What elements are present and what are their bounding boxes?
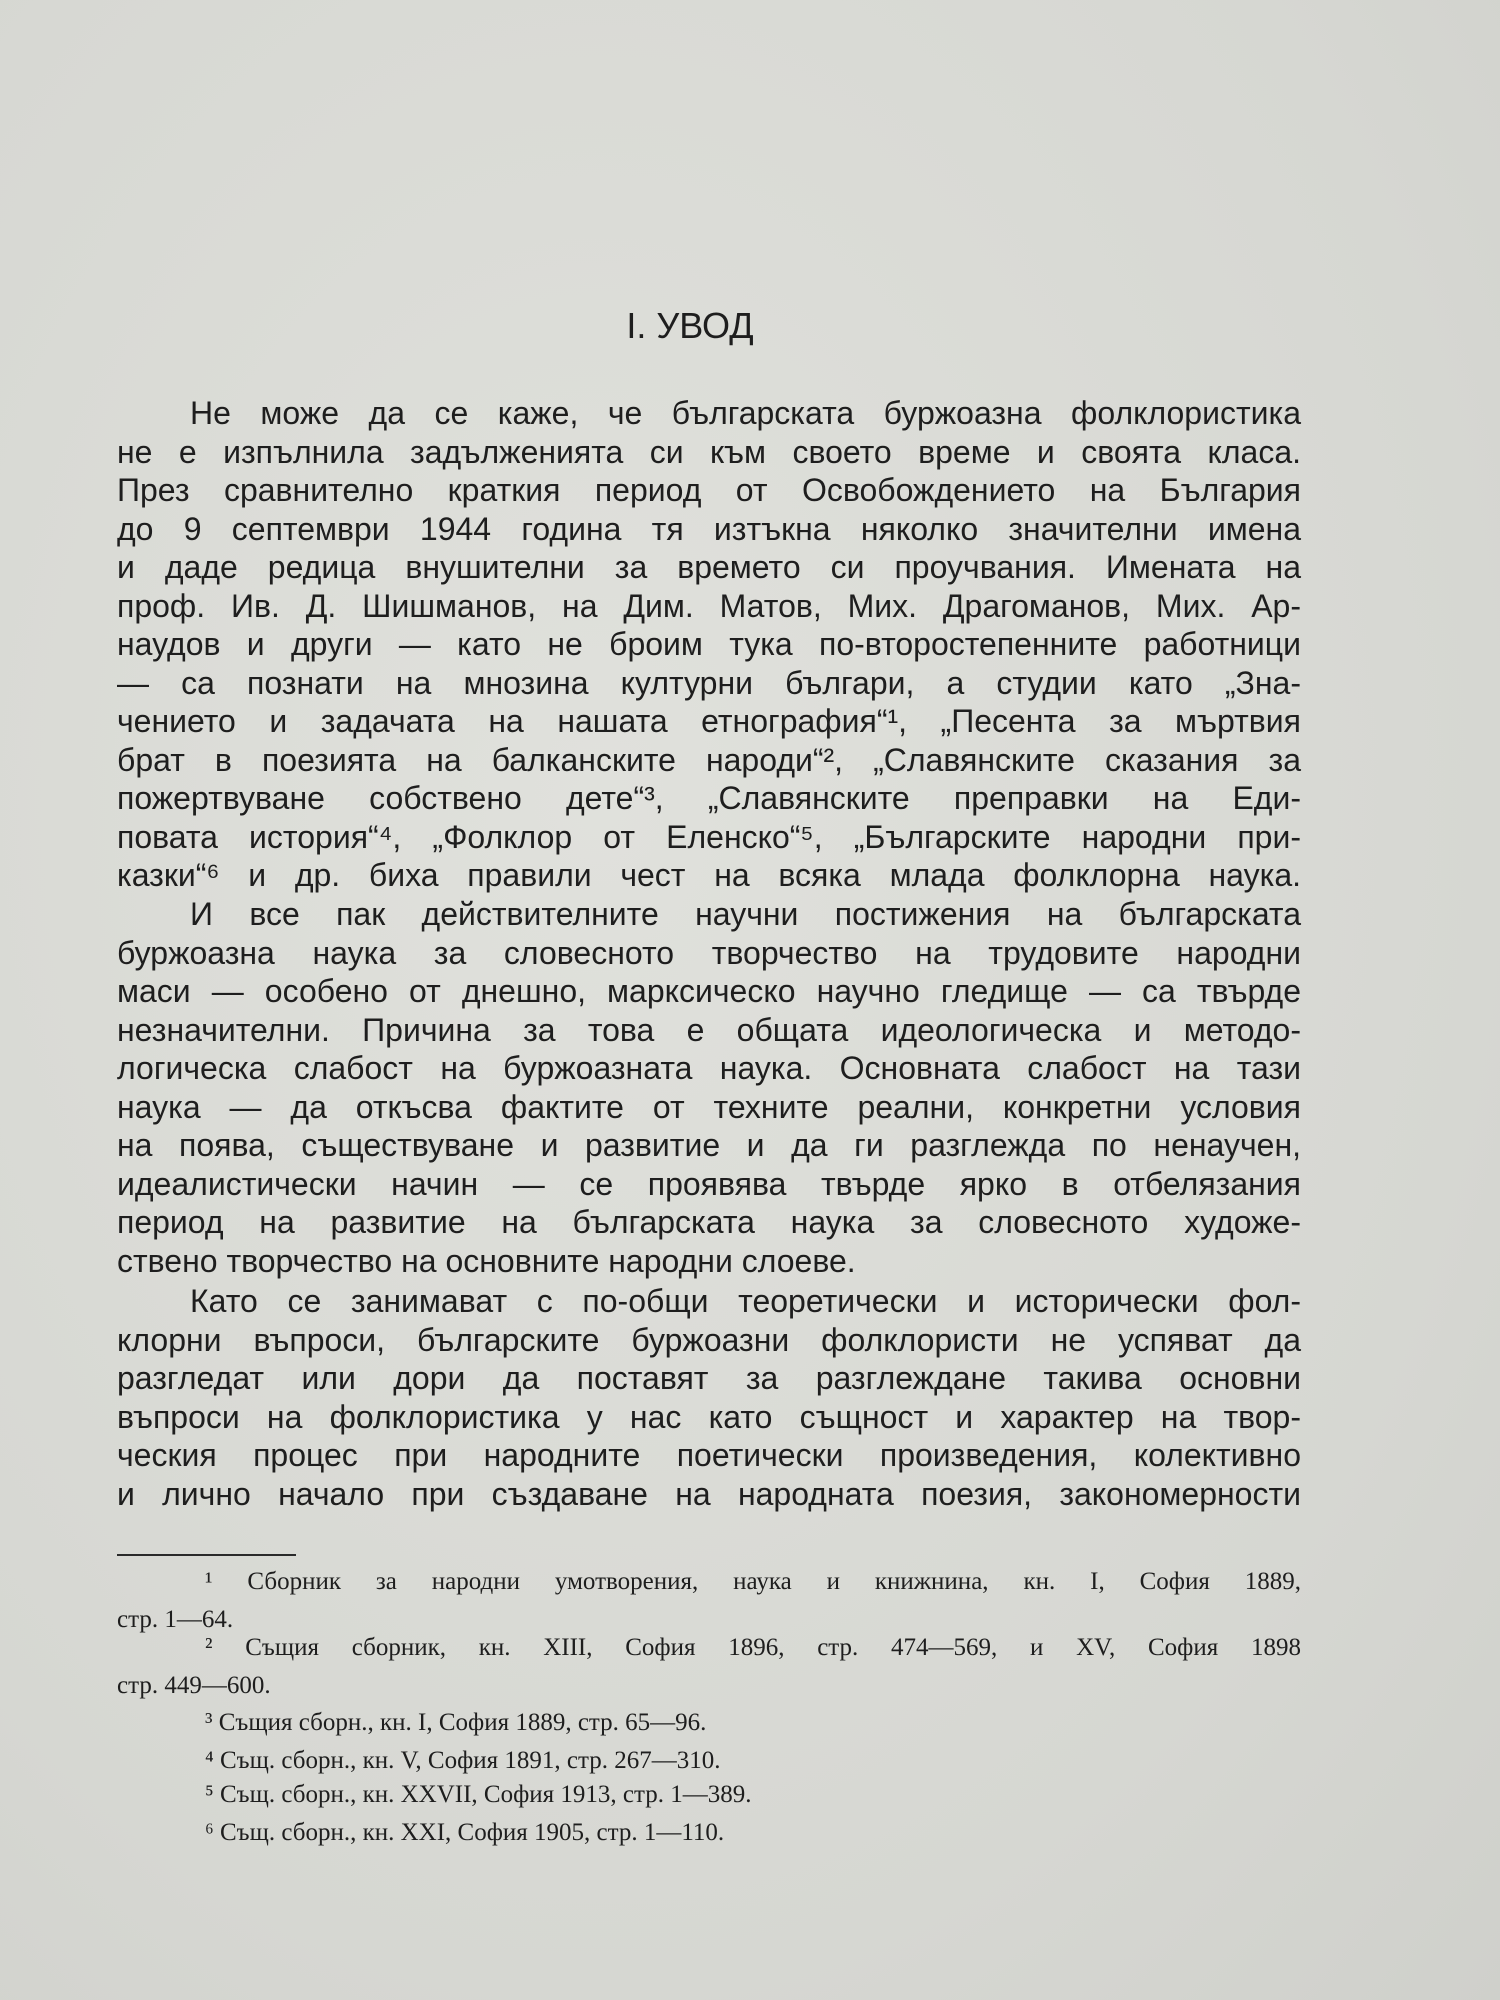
paragraph-3-line: Като се занимават с по-общи теоретически и исторически фол- — [190, 1283, 1301, 1319]
paragraph-1-line: не е изпълнила задълженията си към своето време и своята класа. — [117, 433, 1301, 470]
paragraph-1-line: — са познати на мнозина културни българи, а студии като „Зна- — [117, 664, 1301, 701]
paragraph-2-line: наука — да откъсва фактите от техните реални, конкретни условия — [117, 1088, 1301, 1125]
paragraph-1-line: чението и задачата на нашата етнография“¹, „Песента за мъртвия — [117, 703, 1301, 739]
paragraph-3-line: разгледат или дори да поставят за разглеждане такива основни — [117, 1360, 1301, 1396]
footnote-line: ⁴ Същ. сборн., кн. V, София 1891, стр. 267—310. — [205, 1747, 721, 1774]
paragraph-1-line: и даде редица внушителни за времето си проучвания. Имената на — [117, 549, 1301, 585]
footnote-line: ¹ Сборник за народни умотворения, наука и книжнина, кн. I, София 1889, — [205, 1568, 1301, 1595]
footnote-line: стр. 449—600. — [117, 1672, 271, 1699]
footnote-line: ⁶ Същ. сборн., кн. XXI, София 1905, стр. 1—110. — [205, 1819, 725, 1846]
paragraph-2-line: логическа слабост на буржоазната наука. Основната слабост на тази — [117, 1050, 1301, 1086]
footnote-divider — [117, 1554, 296, 1556]
paragraph-1-line: пожертвуване собствено дете“³, „Славянските преправки на Еди- — [117, 780, 1301, 816]
paragraph-1-line: до 9 септември 1944 година тя изтъкна няколко значителни имена — [117, 510, 1301, 547]
paragraph-2-line: период на развитие на българската наука за словесното художе- — [117, 1204, 1301, 1240]
footnote-line: ⁵ Същ. сборн., кн. XXVII, София 1913, стр. 1—389. — [205, 1781, 752, 1808]
paragraph-3-line: въпроси на фолклористика у нас като същност и характер на твор- — [117, 1398, 1301, 1435]
paragraph-2-line: ствено творчество на основните народни слоеве. — [117, 1242, 856, 1279]
paragraph-3-line: и лично начало при създаване на народната поезия, закономерности — [117, 1475, 1301, 1512]
paragraph-2-line: идеалистически начин — се проявява твърде ярко в отбелязания — [117, 1165, 1301, 1202]
paragraph-3-line: ческия процес при народните поетически произведения, колективно — [117, 1437, 1301, 1473]
paragraph-2-line: буржоазна наука за словесното творчество на трудовите народни — [117, 934, 1301, 971]
paragraph-2-line: И все пак действителните научни постижения на българската — [190, 896, 1301, 932]
paragraph-1-line: През сравнително краткия период от Освобождението на България — [117, 472, 1301, 508]
paragraph-1-line: казки“⁶ и др. биха правили чест на всяка млада фолклорна наука. — [117, 857, 1301, 893]
paragraph-2-line: на поява, съществуване и развитие и да ги разглежда по ненаучен, — [117, 1127, 1301, 1163]
chapter-title: I. УВОД — [626, 305, 754, 346]
paragraph-2-line: незначителни. Причина за това е общата идеологическа и методо- — [117, 1011, 1301, 1048]
paragraph-2-line: маси — особено от днешно, марксическо научно гледище — са твърде — [117, 973, 1301, 1009]
footnote-line: стр. 1—64. — [117, 1606, 234, 1633]
paragraph-1-line: брат в поезията на балканските народи“², „Славянските сказания за — [117, 741, 1301, 778]
paragraph-1-line: проф. Ив. Д. Шишманов, на Дим. Матов, Мих. Драгоманов, Мих. Ар- — [117, 587, 1301, 624]
paragraph-3-line: клорни въпроси, българските буржоазни фолклористи не успяват да — [117, 1321, 1301, 1358]
paragraph-1-line: повата история“⁴, „Фолклор от Еленско“⁵, „Българските народни при- — [117, 818, 1301, 855]
paragraph-1-line: Не може да се каже, че българската буржоазна фолклористика — [190, 395, 1301, 431]
paragraph-1-line: наудов и други — като не броим тука по-второстепенните работници — [117, 626, 1301, 662]
footnote-line: ² Същия сборник, кн. XIII, София 1896, стр. 474—569, и XV, София 1898 — [205, 1634, 1301, 1661]
footnote-line: ³ Същия сборн., кн. I, София 1889, стр. 65—96. — [205, 1709, 707, 1736]
